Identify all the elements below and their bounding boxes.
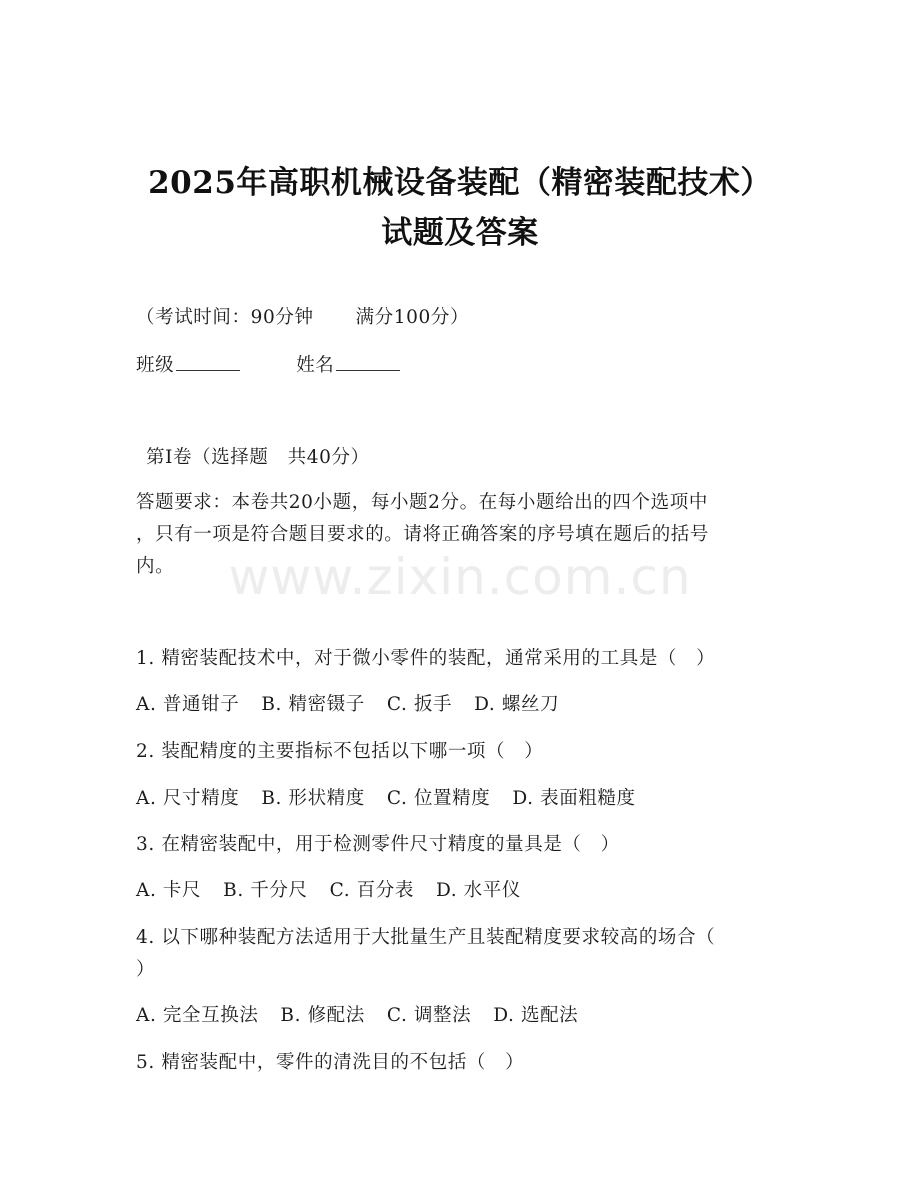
q4-option-d: D. 选配法 <box>493 1005 579 1026</box>
section-heading: 第Ⅰ卷（选择题 共40分） <box>146 447 370 468</box>
question-4-stem-line-1: 4. 以下哪种装配方法适用于大批量生产且装配精度要求较高的场合（ <box>136 927 716 948</box>
q2-option-b: B. 形状精度 <box>261 788 365 809</box>
q2-option-a: A. 尺寸精度 <box>136 788 240 809</box>
instructions-line-3: 内。 <box>136 556 175 577</box>
q4-option-c: C. 调整法 <box>386 1005 472 1026</box>
q3-option-d: D. 水平仪 <box>435 880 521 901</box>
class-label: 班级 <box>136 355 175 376</box>
q3-option-b: B. 千分尺 <box>223 880 308 901</box>
q1-option-d: D. 螺丝刀 <box>474 694 560 715</box>
question-2-options <box>136 784 658 810</box>
name-blank[interactable] <box>336 352 400 371</box>
watermark: www.zixin.com.cn <box>228 548 692 606</box>
q1-option-c: C. 扳手 <box>386 694 453 715</box>
question-2-stem: 2. 装配精度的主要指标不包括以下哪一项（ ） <box>136 741 544 762</box>
q4-option-b: B. 修配法 <box>280 1005 365 1026</box>
document-title-line2: 试题及答案 <box>381 215 539 251</box>
instructions-line-1: 答题要求：本卷共20小题，每小题2分。在每小题给出的四个选项中 <box>136 492 708 513</box>
question-5-stem: 5. 精密装配中，零件的清洗目的不包括（ ） <box>136 1052 525 1073</box>
question-1-options <box>136 690 581 716</box>
q2-option-c: C. 位置精度 <box>386 788 491 809</box>
question-4-stem-line-2: ） <box>136 959 156 980</box>
instructions-line-2: ，只有一项是符合题目要求的。请将正确答案的序号填在题后的括号 <box>136 524 710 545</box>
q4-option-a: A. 完全互换法 <box>136 1005 259 1026</box>
document-title-line1: 2025年高职机械设备装配（精密装配技术） <box>148 165 772 201</box>
q2-option-d: D. 表面粗糙度 <box>512 788 636 809</box>
question-1-stem: 1. 精密装配技术中，对于微小零件的装配，通常采用的工具是（ ） <box>136 648 716 669</box>
q1-option-b: B. 精密镊子 <box>261 694 365 715</box>
name-label: 姓名 <box>296 355 335 376</box>
q3-option-a: A. 卡尺 <box>136 880 202 901</box>
student-fields <box>136 351 400 377</box>
exam-info <box>136 303 469 329</box>
question-4-options <box>136 1001 600 1027</box>
exam-score: 满分100分） <box>355 307 470 328</box>
q3-option-c: C. 百分表 <box>329 880 414 901</box>
exam-time: （考试时间：90分钟 <box>136 307 314 328</box>
q1-option-a: A. 普通钳子 <box>136 694 240 715</box>
question-3-stem: 3. 在精密装配中，用于检测零件尺寸精度的量具是（ ） <box>136 834 620 855</box>
question-3-options <box>136 876 543 902</box>
class-blank[interactable] <box>176 352 240 371</box>
